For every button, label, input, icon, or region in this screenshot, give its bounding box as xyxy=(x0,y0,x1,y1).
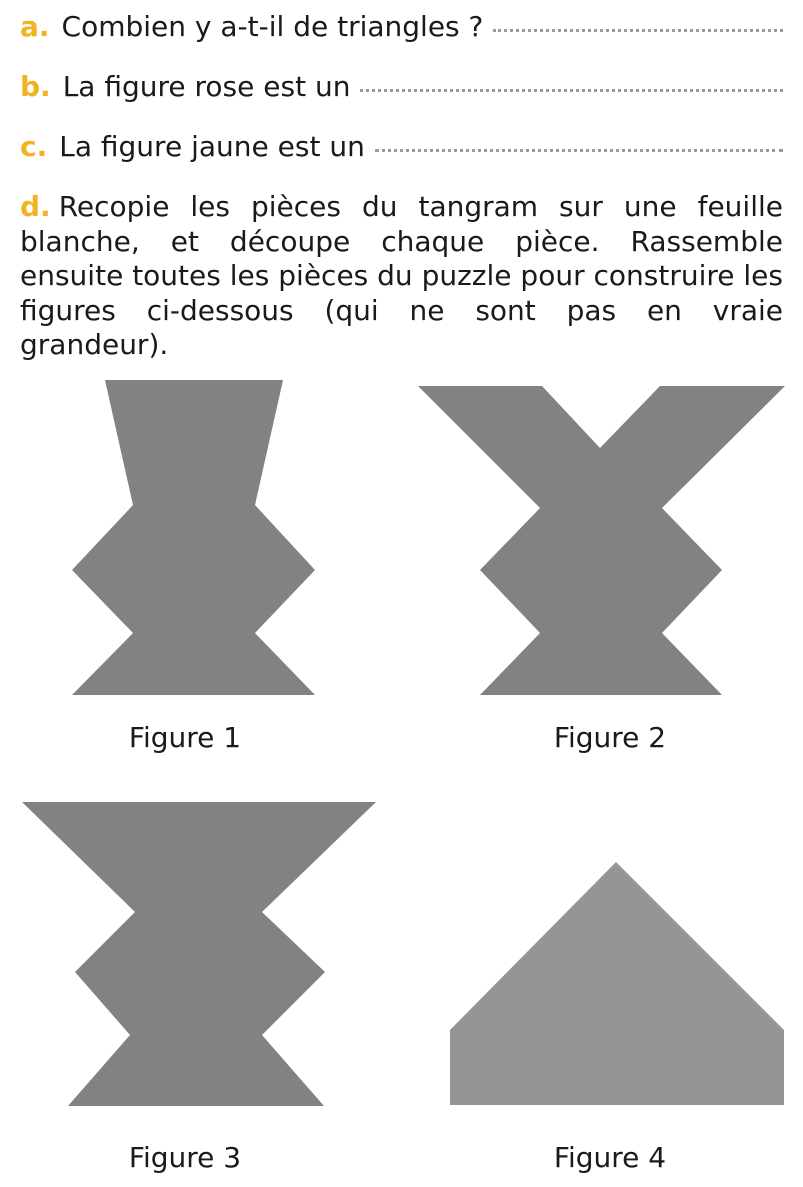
figure-2 xyxy=(400,380,803,710)
question-b xyxy=(20,70,783,104)
question-c xyxy=(20,130,783,164)
answer-dotted-line[interactable] xyxy=(375,135,783,152)
question-letter: c. xyxy=(20,130,48,163)
question-text: La figure jaune est un xyxy=(59,130,365,163)
figure-4-shape xyxy=(450,862,784,1105)
question-letter: d. xyxy=(20,190,51,223)
question-letter: b. xyxy=(20,70,51,103)
figure-1-caption: Figure 1 xyxy=(128,721,242,754)
figure-4 xyxy=(440,855,790,1110)
instruction-text: Recopie les pièces du tangram sur une feuille blanche, et découpe chaque pièce. Rassemble ensuite toutes les pièces du puzzle pour construire les figures ci-dessous (qui ne sont pas en vraie grandeur). xyxy=(20,190,783,361)
answer-dotted-line[interactable] xyxy=(493,15,783,32)
figure-1-shape xyxy=(22,380,366,695)
figure-2-shape xyxy=(418,386,785,695)
question-text: Combien y a-t-il de triangles ? xyxy=(61,10,484,43)
instruction-d xyxy=(20,190,783,363)
figure-3 xyxy=(0,795,400,1115)
figure-3-shape xyxy=(22,802,376,1106)
question-a xyxy=(20,10,783,44)
answer-dotted-line[interactable] xyxy=(360,75,783,92)
question-text: La figure rose est un xyxy=(62,70,351,103)
question-letter: a. xyxy=(20,10,50,43)
figure-3-caption: Figure 3 xyxy=(128,1141,242,1174)
figure-4-caption: Figure 4 xyxy=(553,1141,667,1174)
figure-2-caption: Figure 2 xyxy=(553,721,667,754)
figure-1 xyxy=(0,380,400,710)
